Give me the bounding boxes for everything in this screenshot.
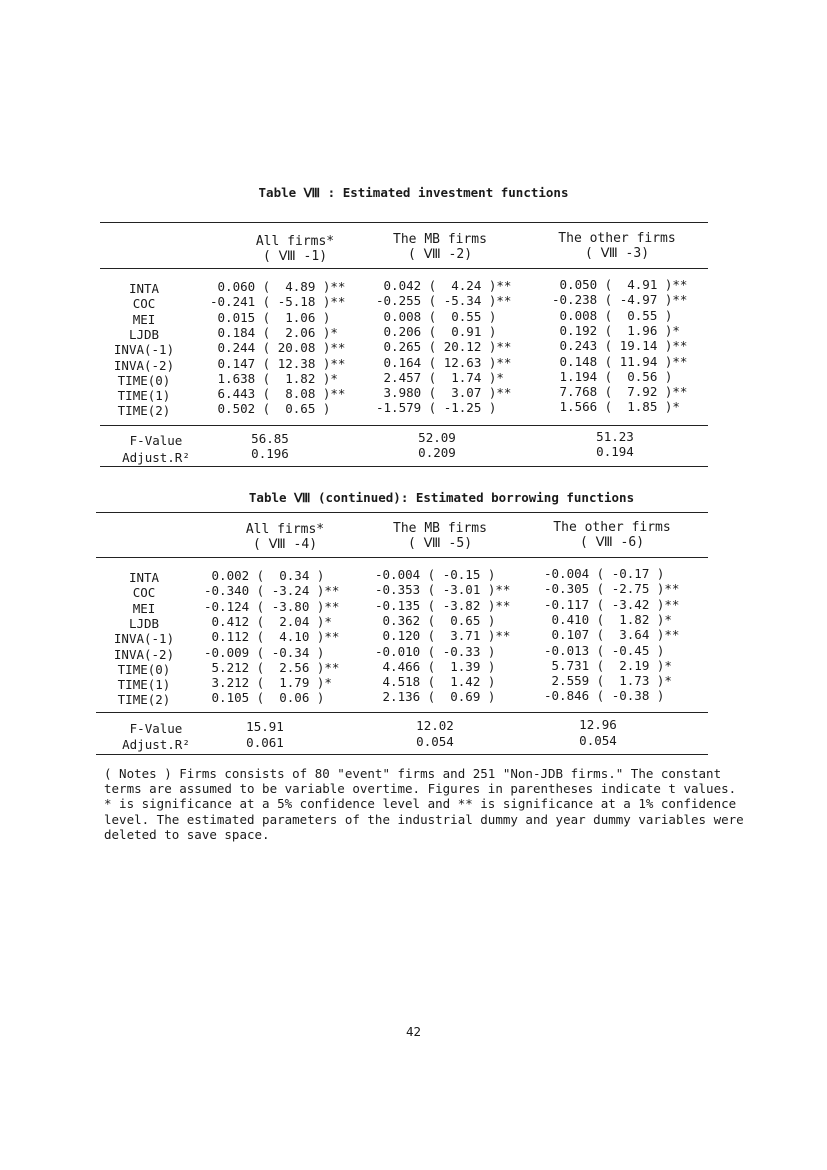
row-label: TIME(1): [117, 388, 171, 404]
table-1-fvalue-label: F-Value: [129, 433, 183, 448]
table-cell: 7.768 ( 7.92 )**: [552, 384, 688, 400]
table-2-fvalue-2: 12.02: [416, 718, 454, 733]
table-cell: 5.731 ( 2.19 )*: [544, 657, 672, 673]
table-cell: 0.008 ( 0.55 ): [552, 307, 673, 323]
table-cell: 4.466 ( 1.39 ): [375, 658, 496, 674]
table-2-adjr2-1: 0.061: [246, 735, 284, 750]
table-cell: 0.105 ( 0.06 ): [204, 690, 325, 706]
col-title: The other firms: [558, 231, 676, 246]
table-cell: -0.135 ( -3.82 )**: [375, 597, 511, 613]
col-title: The other firms: [553, 520, 671, 535]
table-cell: 0.107 ( 3.64 )**: [544, 627, 680, 643]
table-cell: -0.124 ( -3.80 )**: [204, 598, 340, 614]
row-label: MEI: [132, 600, 156, 616]
table-cell: 0.412 ( 2.04 )*: [204, 613, 332, 629]
table-cell: -0.013 ( -0.45 ): [544, 642, 665, 658]
col-sub: ( Ⅷ -4): [252, 537, 318, 552]
table-cell: 0.243 ( 19.14 )**: [552, 338, 688, 354]
table-1-stats-rule: [100, 425, 708, 426]
row-label: COC: [132, 585, 156, 601]
table-cell: 2.457 ( 1.74 )*: [376, 369, 504, 385]
table-cell: 0.147 ( 12.38 )**: [210, 355, 346, 371]
table-cell: -0.340 ( -3.24 )**: [204, 583, 340, 599]
table-2-bottom-rule: [96, 754, 708, 755]
col-title: The MB firms: [393, 232, 487, 247]
col-sub: ( Ⅷ -1): [262, 249, 328, 264]
row-label: INVA(-2): [113, 646, 175, 662]
table-cell: 0.042 ( 4.24 )**: [376, 278, 512, 293]
table-cell: 0.410 ( 1.82 )*: [544, 611, 672, 627]
table-2-col-3-header: [527, 520, 697, 550]
row-label: TIME(0): [117, 661, 171, 677]
table-cell: -0.353 ( -3.01 )**: [375, 582, 511, 598]
table-1-adjr2-2: 0.209: [418, 445, 456, 460]
table-cell: 0.008 ( 0.55 ): [376, 308, 497, 324]
table-1-fvalue-2: 52.09: [418, 430, 456, 445]
table-1-col-3-header: [532, 231, 702, 261]
col-title: All firms*: [255, 234, 335, 249]
table-cell: 0.206 ( 0.91 ): [376, 323, 497, 339]
table-cell: 0.120 ( 3.71 )**: [375, 628, 511, 644]
row-label: MEI: [132, 311, 156, 327]
table-2-col-2-header: [355, 521, 525, 551]
table-1-header-rule: [100, 268, 708, 269]
row-label: LJDB: [128, 615, 160, 631]
table-cell: -0.846 ( -0.38 ): [544, 688, 665, 704]
table-1-adjr2-label: Adjust.R²: [122, 450, 190, 465]
table-2-fvalue-label: F-Value: [129, 721, 183, 736]
table-cell: 0.015 ( 1.06 ): [210, 309, 331, 325]
table-cell: 6.443 ( 8.08 )**: [210, 386, 346, 402]
table-cell: 0.148 ( 11.94 )**: [552, 353, 688, 369]
table-1-adjr2-3: 0.194: [596, 444, 634, 459]
row-label: TIME(2): [117, 403, 171, 419]
table-2-adjr2-label: Adjust.R²: [122, 737, 190, 752]
table-2-col-1-header: [200, 522, 370, 552]
table-2-adjr2-2: 0.054: [416, 734, 454, 749]
row-label: INVA(-1): [113, 631, 175, 647]
table-1-top-rule: [100, 222, 708, 223]
table-cell: 0.002 ( 0.34 ): [204, 568, 325, 583]
row-label: INVA(-2): [113, 357, 175, 373]
col-sub: ( Ⅷ -5): [407, 536, 473, 551]
table-cell: 0.050 ( 4.91 )**: [552, 277, 688, 292]
col-sub: ( Ⅷ -6): [579, 535, 645, 550]
table-1-fvalue-1: 56.85: [251, 431, 289, 446]
table-notes: ( Notes ) Firms consists of 80 "event" firms and 251 "Non-JDB firms." The constant terms are assumed to be variable overtime. Figures in parentheses indicate t values. * is significance at a 5% confidence level and ** is significance at a 1% confidence level. The estimated parameters of the industrial dummy and year dummy variables were deleted to save space.: [104, 766, 744, 842]
table-cell: -0.009 ( -0.34 ): [204, 644, 325, 660]
page-number: 42: [405, 1024, 422, 1039]
table-cell: -0.117 ( -3.42 )**: [544, 596, 680, 612]
table-cell: -0.238 ( -4.97 )**: [552, 292, 688, 308]
table-cell: -0.305 ( -2.75 )**: [544, 581, 680, 597]
table-2-header-rule: [96, 557, 708, 558]
table-cell: -1.579 ( -1.25 ): [376, 400, 497, 416]
table-cell: 1.194 ( 0.56 ): [552, 368, 673, 384]
col-sub: ( Ⅷ -3): [584, 246, 650, 261]
table-cell: 0.502 ( 0.65 ): [210, 401, 331, 417]
table-cell: 0.362 ( 0.65 ): [375, 612, 496, 628]
table-cell: -0.004 ( -0.17 ): [544, 566, 665, 581]
row-label: COC: [132, 296, 156, 312]
table-cell: 0.164 ( 12.63 )**: [376, 354, 512, 370]
table-cell: -0.010 ( -0.33 ): [375, 643, 496, 659]
table-cell: 4.518 ( 1.42 ): [375, 674, 496, 690]
row-label: INTA: [128, 281, 160, 296]
table-1-adjr2-1: 0.196: [251, 446, 289, 461]
table-cell: -0.241 ( -5.18 )**: [210, 294, 346, 310]
table-2-fvalue-1: 15.91: [246, 719, 284, 734]
col-title: The MB firms: [393, 521, 487, 536]
table-cell: 0.244 ( 20.08 )**: [210, 340, 346, 356]
table-cell: 0.265 ( 20.12 )**: [376, 339, 512, 355]
table-cell: 1.566 ( 1.85 )*: [552, 399, 680, 415]
table-cell: -0.004 ( -0.15 ): [375, 567, 496, 582]
table-2-caption: Table Ⅷ (continued): Estimated borrowing functions: [248, 490, 635, 505]
table-1-col-2-header: [355, 232, 525, 262]
table-1-fvalue-3: 51.23: [596, 429, 634, 444]
col-sub: ( Ⅷ -2): [407, 247, 473, 262]
table-2-stats-rule: [96, 712, 708, 713]
col-title: All firms*: [245, 522, 325, 537]
row-label: INTA: [128, 570, 160, 585]
table-cell: 0.192 ( 1.96 )*: [552, 322, 680, 338]
table-cell: 2.136 ( 0.69 ): [375, 689, 496, 705]
table-cell: -0.255 ( -5.34 )**: [376, 293, 512, 309]
table-cell: 0.112 ( 4.10 )**: [204, 629, 340, 645]
row-label: TIME(0): [117, 372, 171, 388]
row-label: LJDB: [128, 326, 160, 342]
table-cell: 3.980 ( 3.07 )**: [376, 385, 512, 401]
table-cell: 2.559 ( 1.73 )*: [544, 673, 672, 689]
table-2-top-rule: [96, 512, 708, 513]
table-cell: 5.212 ( 2.56 )**: [204, 659, 340, 675]
table-1-bottom-rule: [100, 466, 708, 467]
row-label: INVA(-1): [113, 342, 175, 358]
row-label: TIME(2): [117, 692, 171, 708]
table-1-caption: Table Ⅷ : Estimated investment functions: [258, 185, 569, 200]
table-cell: 3.212 ( 1.79 )*: [204, 675, 332, 691]
table-2-fvalue-3: 12.96: [579, 717, 617, 732]
table-cell: 0.060 ( 4.89 )**: [210, 279, 346, 294]
row-label: TIME(1): [117, 677, 171, 693]
table-cell: 1.638 ( 1.82 )*: [210, 370, 338, 386]
table-2-adjr2-3: 0.054: [579, 733, 617, 748]
table-cell: 0.184 ( 2.06 )*: [210, 324, 338, 340]
